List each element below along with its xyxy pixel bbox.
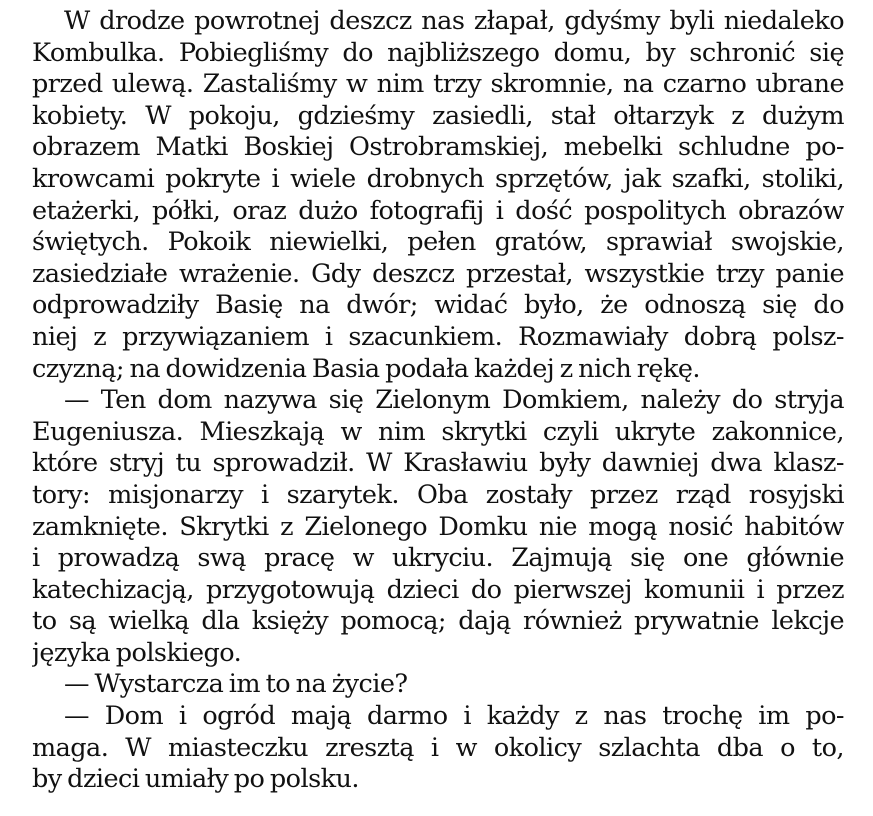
text-line: maga. W miasteczku zresztą i w okolicy szlachta dba o to, (32, 732, 844, 763)
text-line: języka polskiego. (32, 637, 242, 668)
paragraph-3 (32, 669, 844, 701)
text-line: Eugeniusza. Mieszkają w nim skrytki czyli ukryte zakonnice, (32, 416, 844, 447)
text-line: tory: misjonarzy i szarytek. Oba zostały przez rząd rosyjski (32, 479, 844, 510)
text-line: kobiety. W pokoju, gdzieśmy zasiedli, stał ołtarzyk z dużym (32, 100, 844, 131)
text-line: i prowadzą swą pracę w ukryciu. Zajmują się one głównie (32, 543, 844, 574)
text-line: etażerki, półki, oraz dużo fotografij i dość pospolitych obrazów (32, 195, 844, 226)
text-line: by dzieci umiały po polsku. (32, 764, 359, 795)
text-line: — Wystarcza im to na życie? (64, 669, 408, 700)
paragraph-4 (32, 701, 844, 796)
text-line: odprowadziły Basię na dwór; widać było, że odnoszą się do (32, 290, 844, 321)
book-page (32, 0, 844, 816)
text-line: obrazem Matki Boskiej Ostrobramskiej, mebelki schludne po- (32, 132, 844, 163)
text-line: które stryj tu sprowadził. W Krasławiu były dawniej dwa klasz- (32, 448, 844, 479)
text-line: Kombulka. Pobiegliśmy do najbliższego domu, by schronić się (32, 37, 844, 68)
text-line: świętych. Pokoik niewielki, pełen gratów, sprawiał swojskie, (32, 227, 844, 258)
text-line: czyzną; na dowidzenia Basia podała każdej z nich rękę. (32, 353, 700, 384)
text-line: katechizacją, przygotowują dzieci do pierwszej komunii i przez (32, 574, 844, 605)
text-line: przed ulewą. Zastaliśmy w nim trzy skromnie, na czarno ubrane (32, 69, 844, 100)
text-line: zamknięte. Skrytki z Zielonego Domku nie mogą nosić habitów (32, 511, 844, 542)
paragraph-1 (32, 6, 844, 385)
text-line: — Dom i ogród mają darmo i każdy z nas trochę im po- (64, 701, 844, 732)
text-line: to są wielką dla księży pomocą; dają również prywatnie lekcje (32, 606, 844, 637)
text-line: — Ten dom nazywa się Zielonym Domkiem, należy do stryja (64, 385, 844, 416)
text-line: zasiedziałe wrażenie. Gdy deszcz przestał, wszystkie trzy panie (32, 258, 844, 289)
text-line: W drodze powrotnej deszcz nas złapał, gdyśmy byli niedaleko (64, 6, 844, 36)
text-line: krowcami pokryte i wiele drobnych sprzętów, jak szafki, stoliki, (32, 163, 844, 194)
paragraph-2 (32, 385, 844, 669)
text-line: niej z przywiązaniem i szacunkiem. Rozmawiały dobrą polsz- (32, 321, 844, 352)
